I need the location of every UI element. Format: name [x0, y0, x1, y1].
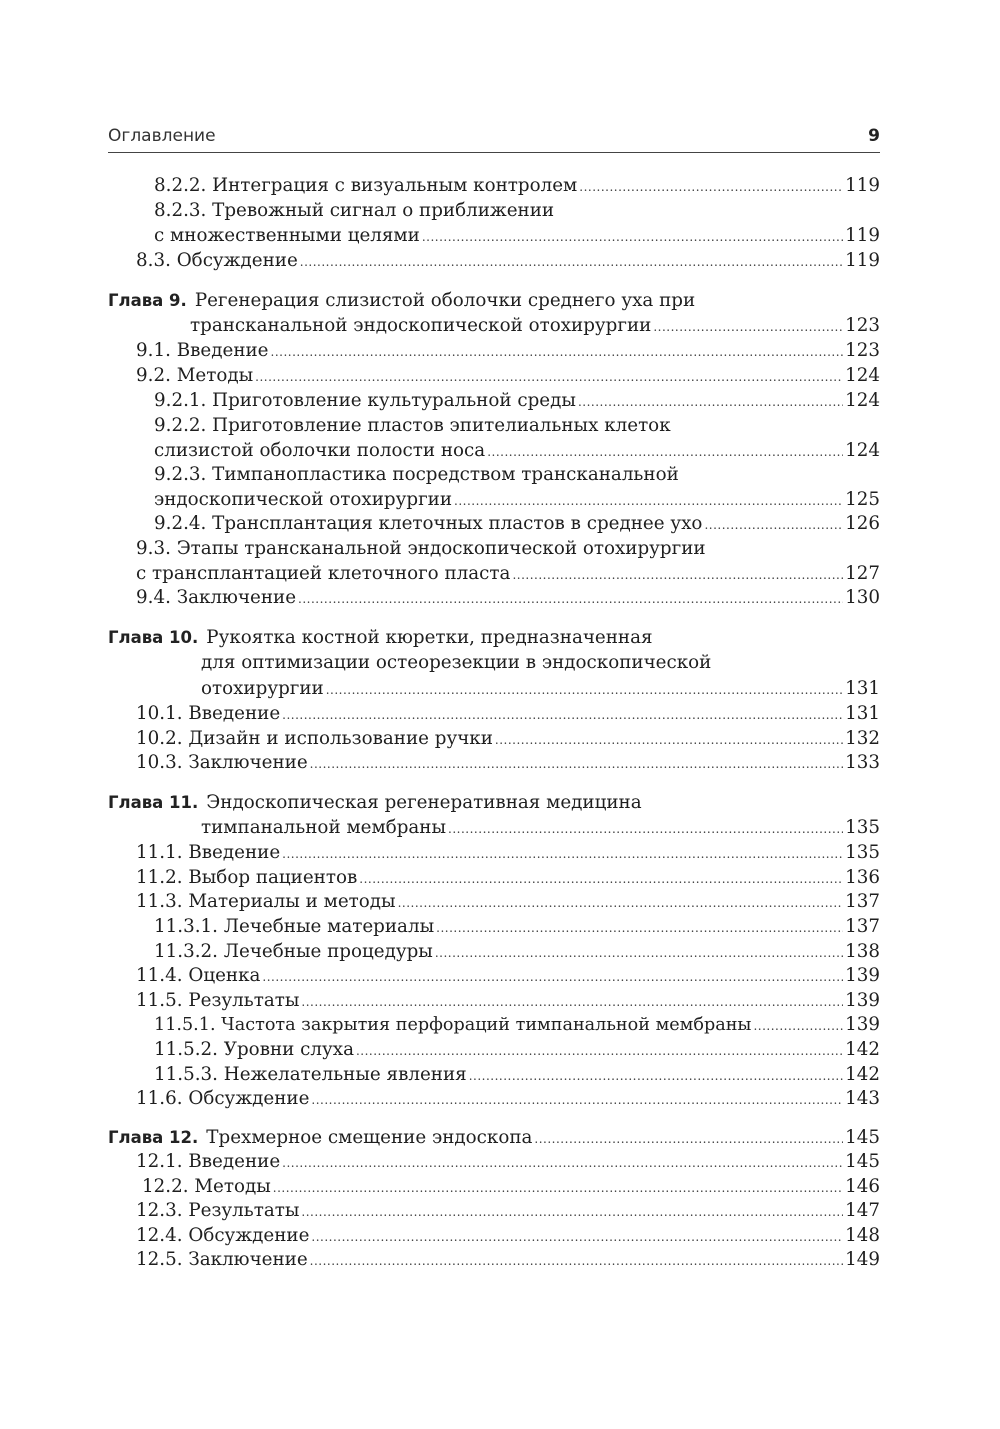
toc-entry-page: 137	[845, 916, 880, 937]
toc-chapter-heading[interactable]	[108, 792, 880, 816]
toc-entry-page: 148	[845, 1225, 880, 1246]
toc-entry-text: 11.5.3. Нежелательные явления	[154, 1064, 467, 1085]
toc-entry-page: 145	[845, 1151, 880, 1172]
toc-chapter-heading[interactable]	[108, 627, 880, 651]
toc-entry-text: 9.1. Введение	[136, 340, 269, 361]
toc-entry-page: 147	[845, 1200, 880, 1221]
toc-entry-text: 11.2. Выбор пациентов	[136, 867, 358, 888]
toc-leader-dots	[273, 1181, 843, 1195]
toc-entry-text: отохирургии	[201, 678, 324, 699]
toc-entry[interactable]	[108, 1039, 880, 1063]
toc-entry-text: 12.5. Заключение	[136, 1249, 308, 1270]
toc-entry[interactable]	[108, 390, 880, 414]
toc-entry-text: для оптимизации остеорезекции в эндоскопической	[201, 652, 712, 673]
toc-entry[interactable]	[108, 1225, 880, 1249]
toc-entry[interactable]	[108, 1088, 880, 1112]
toc-entry-text: 11.6. Обсуждение	[136, 1088, 310, 1109]
toc-leader-dots	[469, 1069, 843, 1083]
toc-entry[interactable]	[108, 867, 880, 891]
toc-chapter-heading[interactable]	[108, 1127, 880, 1151]
toc-entry[interactable]	[108, 563, 880, 587]
chapter-label: Глава 10.	[108, 628, 199, 647]
toc-entry-page: 119	[845, 250, 880, 271]
toc-entry[interactable]	[108, 941, 880, 965]
toc-entry-text: 8.2.2. Интеграция с визуальным контролем	[154, 175, 578, 196]
toc-leader-dots	[282, 847, 843, 861]
toc-entry-page: 126	[845, 513, 880, 534]
chapter-label: Глава 9.	[108, 291, 187, 310]
toc-entry-text: 12.2. Методы	[142, 1176, 271, 1197]
toc-leader-dots	[326, 683, 843, 697]
toc-entry[interactable]	[108, 175, 880, 199]
toc-entry-page: 124	[845, 440, 880, 461]
toc-entry-text: 12.1. Введение	[136, 1151, 281, 1172]
toc-leader-dots	[512, 568, 843, 582]
toc-leader-dots	[753, 1019, 843, 1033]
toc-entry-page: 136	[845, 867, 880, 888]
toc-entry-page: 149	[845, 1249, 880, 1270]
toc-entry-page: 146	[845, 1176, 880, 1197]
toc-leader-dots	[298, 592, 843, 606]
toc-entry-page: 143	[845, 1088, 880, 1109]
toc-leader-dots	[301, 1205, 843, 1219]
toc-entry-page: 127	[845, 563, 880, 584]
toc-entry[interactable]	[108, 587, 880, 611]
chapter-label: Глава 12.	[108, 1128, 199, 1147]
toc-entry-text: 11.5. Результаты	[136, 990, 300, 1011]
toc-entry-page: 123	[845, 315, 880, 336]
toc-entry-page: 124	[845, 390, 880, 411]
toc-entry[interactable]	[108, 990, 880, 1014]
toc-entry-page: 125	[845, 489, 880, 510]
toc-entry[interactable]	[108, 1200, 880, 1224]
toc-entry-page: 139	[845, 990, 880, 1011]
toc-entry-page: 142	[845, 1064, 880, 1085]
toc-entry[interactable]	[108, 842, 880, 866]
toc-entry-page: 119	[845, 225, 880, 246]
toc-entry-text: 9.2.3. Тимпанопластика посредством трансканальной	[154, 464, 679, 485]
toc-leader-dots	[448, 822, 843, 836]
toc-leader-dots	[311, 1093, 843, 1107]
toc-entry-text: Эндоскопическая регенеративная медицина	[206, 792, 642, 813]
toc-entry-page: 135	[845, 817, 880, 838]
toc-entry-text: 8.2.3. Тревожный сигнал о приближении	[154, 200, 555, 221]
toc-entry-text: 12.4. Обсуждение	[136, 1225, 310, 1246]
toc-entry[interactable]	[108, 1151, 880, 1175]
toc-entry[interactable]	[108, 678, 880, 702]
toc-entry[interactable]	[108, 752, 880, 776]
toc-leader-dots	[435, 946, 843, 960]
toc-entry-text: 9.2.4. Трансплантация клеточных пластов в среднее ухо	[154, 513, 703, 534]
toc-leader-dots	[271, 345, 844, 359]
toc-leader-dots	[454, 494, 843, 508]
toc-entry[interactable]	[108, 817, 880, 841]
toc-entry[interactable]	[108, 315, 880, 339]
toc-entry-text: 12.3. Результаты	[136, 1200, 300, 1221]
toc-entry-text: 11.3.1. Лечебные материалы	[154, 916, 435, 937]
toc-leader-dots	[422, 230, 843, 244]
toc-leader-dots	[579, 180, 843, 194]
toc-entry[interactable]	[108, 728, 880, 752]
toc-entry-text: 9.2.2. Приготовление пластов эпителиальных клеток	[154, 415, 671, 436]
toc-leader-dots	[487, 445, 843, 459]
toc-entry[interactable]	[108, 891, 880, 915]
toc-entry-text: 11.3.2. Лечебные процедуры	[154, 941, 433, 962]
toc-leader-dots	[534, 1132, 843, 1146]
toc-leader-dots	[653, 320, 843, 334]
toc-entry-page: 133	[845, 752, 880, 773]
toc-entry-page: 145	[845, 1127, 880, 1148]
toc-leader-dots	[436, 921, 843, 935]
toc-entry-text: 10.1. Введение	[136, 703, 281, 724]
toc-entry[interactable]	[108, 200, 880, 224]
toc-entry-page: 139	[845, 965, 880, 986]
toc-leader-dots	[301, 995, 843, 1009]
toc-entry-text: 11.1. Введение	[136, 842, 281, 863]
toc-entry-page: 132	[845, 728, 880, 749]
toc-chapter-heading[interactable]	[108, 290, 880, 314]
toc-entry[interactable]	[108, 916, 880, 940]
toc-leader-dots	[255, 370, 843, 384]
toc-leader-dots	[495, 733, 843, 747]
toc-leader-dots	[311, 1230, 843, 1244]
toc-entry-page: 130	[845, 587, 880, 608]
toc-entry-text: трансканальной эндоскопической отохирургии	[190, 315, 652, 336]
toc-entry[interactable]	[108, 513, 880, 537]
toc-entry-text: 9.2.1. Приготовление культуральной среды	[154, 390, 576, 411]
toc-entry[interactable]	[108, 440, 880, 464]
toc-entry-text: 10.3. Заключение	[136, 752, 308, 773]
toc-entry[interactable]	[108, 464, 880, 488]
toc-entry-page: 142	[845, 1039, 880, 1060]
toc-entry-page: 137	[845, 891, 880, 912]
toc-entry[interactable]	[108, 1064, 880, 1088]
toc-entry-text: эндоскопической отохирургии	[154, 489, 453, 510]
toc-entry[interactable]	[108, 415, 880, 439]
toc-entry-text: 11.3. Материалы и методы	[136, 891, 396, 912]
toc-leader-dots	[282, 1156, 843, 1170]
toc-leader-dots	[578, 395, 843, 409]
toc-entry-text: 11.5.1. Частота закрытия перфораций тимпанальной мембраны	[154, 1015, 752, 1035]
toc-entry-text: 8.3. Обсуждение	[136, 250, 298, 271]
toc-entry-page: 138	[845, 941, 880, 962]
toc-entry[interactable]	[108, 365, 880, 389]
toc-leader-dots	[310, 1254, 843, 1268]
toc-entry[interactable]	[108, 703, 880, 727]
toc-entry-text: Регенерация слизистой оболочки среднего уха при	[194, 290, 696, 311]
toc-leader-dots	[282, 708, 843, 722]
toc-leader-dots	[262, 970, 843, 984]
toc-entry-page: 123	[845, 340, 880, 361]
toc-entry-page: 139	[845, 1014, 880, 1035]
toc-leader-dots	[398, 896, 843, 910]
toc-entry-text: 11.4. Оценка	[136, 965, 261, 986]
toc-entry-text: с множественными целями	[154, 225, 420, 246]
toc-entry-page: 119	[845, 175, 880, 196]
toc-entry[interactable]	[108, 965, 880, 989]
toc-entry-text: 11.5.2. Уровни слуха	[154, 1039, 354, 1060]
running-header	[108, 124, 880, 153]
toc-leader-dots	[310, 757, 843, 771]
running-header-title: Оглавление	[108, 126, 216, 146]
toc-entry[interactable]	[108, 1014, 880, 1038]
toc-entry-page: 131	[845, 703, 880, 724]
toc-entry-text: 9.3. Этапы трансканальной эндоскопической отохирургии	[136, 538, 706, 559]
toc-entry[interactable]	[108, 250, 880, 274]
page-number: 9	[868, 126, 880, 146]
toc-entry[interactable]	[108, 340, 880, 364]
toc-entry-text: 9.2. Методы	[136, 365, 254, 386]
toc-entry-text: тимпанальной мембраны	[201, 817, 447, 838]
toc-entry[interactable]	[108, 1176, 880, 1200]
toc-leader-dots	[300, 255, 843, 269]
toc-entry-text: слизистой оболочки полости носа	[154, 440, 486, 461]
toc-entry-page: 135	[845, 842, 880, 863]
toc-entry[interactable]	[108, 225, 880, 249]
toc-leader-dots	[359, 872, 843, 886]
toc-entry-text: 10.2. Дизайн и использование ручки	[136, 728, 493, 749]
toc-leader-dots	[704, 518, 843, 532]
toc-entry[interactable]	[108, 1249, 880, 1273]
toc-entry-page: 124	[845, 365, 880, 386]
chapter-label: Глава 11.	[108, 793, 199, 812]
toc-entry-text: с трансплантацией клеточного пласта	[136, 563, 511, 584]
toc-leader-dots	[356, 1044, 843, 1058]
toc-entry[interactable]	[108, 652, 880, 676]
toc-entry-text: Трехмерное смещение эндоскопа	[206, 1127, 533, 1148]
toc-entry-page: 131	[845, 678, 880, 699]
toc-entry[interactable]	[108, 538, 880, 562]
toc-entry[interactable]	[108, 489, 880, 513]
toc-entry-text: 9.4. Заключение	[136, 587, 297, 608]
toc-entry-text: Рукоятка костной кюретки, предназначенная	[206, 627, 653, 648]
